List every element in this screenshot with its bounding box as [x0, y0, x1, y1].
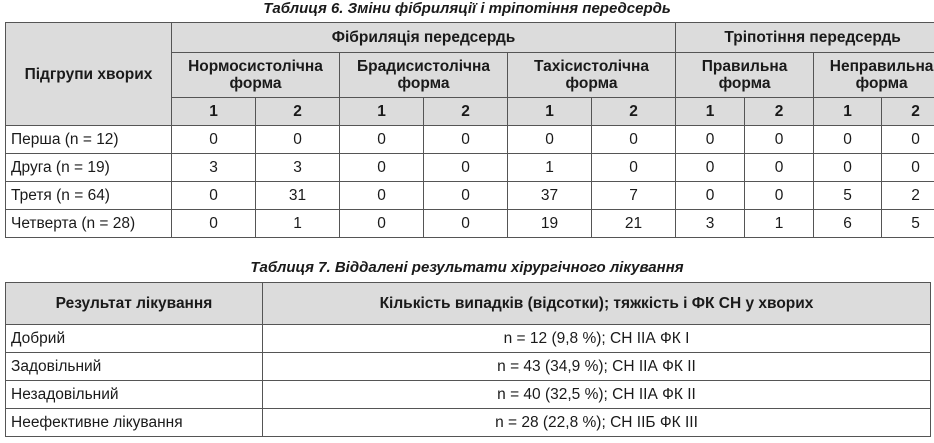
table-row	[6, 154, 934, 182]
table6-caption: Таблиця 6. Зміни фібриляції і тріпотіння передсердь	[263, 0, 671, 17]
table-cell: 0	[340, 210, 424, 238]
table-cell: 31	[256, 182, 340, 210]
col-number: 1	[814, 98, 882, 126]
subgroup-header: Правильна форма	[676, 53, 814, 98]
table-cell: 21	[592, 210, 676, 238]
table-cell: 0	[424, 210, 508, 238]
table-cell: 3	[172, 154, 256, 182]
col-number: 2	[592, 98, 676, 126]
table-cell: 0	[814, 126, 882, 154]
table-cell: n = 28 (22,8 %); СН IIБ ФК III	[263, 409, 931, 437]
group-header-flutter: Тріпотіння передсердь	[676, 23, 934, 53]
table-cell: 7	[592, 182, 676, 210]
row-label: Задовільний	[6, 353, 263, 381]
table-cell: 3	[256, 154, 340, 182]
table-cell: 0	[676, 126, 745, 154]
fibrillation-flutter-table	[5, 22, 934, 238]
row-label: Друга (n = 19)	[6, 154, 172, 182]
col-header-cases: Кількість випадків (відсотки); тяжкість і ФК СН у хворих	[263, 283, 931, 325]
table-cell: 0	[508, 126, 592, 154]
subgroup-header: Неправильна форма	[814, 53, 934, 98]
subgroup-header: Брадисистолічна форма	[340, 53, 508, 98]
table-cell: 5	[814, 182, 882, 210]
table-cell: 19	[508, 210, 592, 238]
table-row	[6, 381, 931, 409]
table-cell: 37	[508, 182, 592, 210]
col-number: 2	[256, 98, 340, 126]
table-cell: 3	[676, 210, 745, 238]
table-cell: 0	[340, 154, 424, 182]
col-number: 1	[508, 98, 592, 126]
subgroup-header: Нормосистолічна форма	[172, 53, 340, 98]
table-cell: 1	[256, 210, 340, 238]
table-cell: 1	[508, 154, 592, 182]
table-cell: 2	[882, 182, 934, 210]
table-cell: 1	[745, 210, 814, 238]
table-cell: n = 12 (9,8 %); СН IIА ФК I	[263, 325, 931, 353]
row-label: Четверта (n = 28)	[6, 210, 172, 238]
col-number: 2	[882, 98, 934, 126]
group-header-fibrillation: Фібриляція передсердь	[172, 23, 676, 53]
table-cell: n = 43 (34,9 %); СН IIА ФК II	[263, 353, 931, 381]
table-cell: 0	[424, 182, 508, 210]
subgroup-header: Тахісистолічна форма	[508, 53, 676, 98]
table-cell: 6	[814, 210, 882, 238]
table-row	[6, 126, 934, 154]
table-cell: 0	[256, 126, 340, 154]
col-number: 2	[745, 98, 814, 126]
table-cell: 0	[882, 154, 934, 182]
row-label: Незадовільний	[6, 381, 263, 409]
table7-caption: Таблиця 7. Віддалені результати хірургічного лікування	[250, 259, 684, 276]
table-row	[6, 325, 931, 353]
col-number: 2	[424, 98, 508, 126]
row-header-cell: Підгрупи хворих	[6, 23, 172, 126]
table-cell: 0	[882, 126, 934, 154]
table-row	[6, 409, 931, 437]
col-number: 1	[676, 98, 745, 126]
table-cell: 0	[745, 182, 814, 210]
table-row	[6, 210, 934, 238]
table-cell: 0	[340, 126, 424, 154]
col-number: 1	[172, 98, 256, 126]
row-label: Добрий	[6, 325, 263, 353]
table-cell: 0	[172, 182, 256, 210]
row-label: Перша (n = 12)	[6, 126, 172, 154]
table-cell: 0	[745, 154, 814, 182]
table-cell: 0	[745, 126, 814, 154]
treatment-results-table	[5, 282, 931, 437]
table-cell: 0	[340, 182, 424, 210]
col-header-result: Результат лікування	[6, 283, 263, 325]
table-cell: 0	[814, 154, 882, 182]
col-number: 1	[340, 98, 424, 126]
table-row	[6, 353, 931, 381]
row-label: Третя (n = 64)	[6, 182, 172, 210]
table-cell: n = 40 (32,5 %); СН IIА ФК II	[263, 381, 931, 409]
table-cell: 0	[172, 126, 256, 154]
row-label: Неефективне лікування	[6, 409, 263, 437]
table-cell: 0	[676, 154, 745, 182]
table-cell: 5	[882, 210, 934, 238]
table-row	[6, 182, 934, 210]
table-cell: 0	[424, 126, 508, 154]
table-cell: 0	[592, 126, 676, 154]
table-cell: 0	[592, 154, 676, 182]
table-cell: 0	[172, 210, 256, 238]
table-cell: 0	[424, 154, 508, 182]
table-cell: 0	[676, 182, 745, 210]
